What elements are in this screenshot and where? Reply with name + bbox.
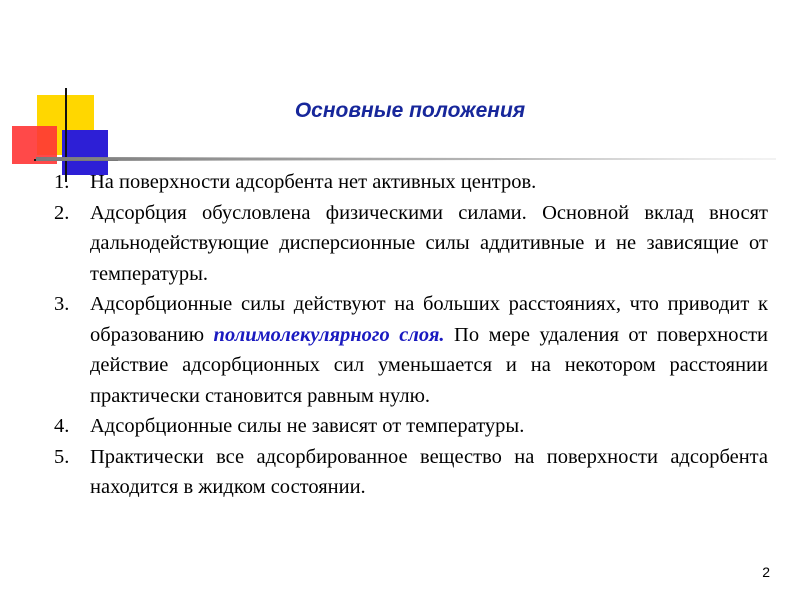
item-number: 1. <box>54 171 70 193</box>
list-item <box>54 411 768 442</box>
numbered-list <box>54 167 768 503</box>
item-number: 4. <box>54 415 70 437</box>
page-number: 2 <box>762 564 770 580</box>
item-text-after: По мере удаления от поверхности действие адсорбционных сил уменьшается и на некотором расстоянии практически становится равным нулю. <box>90 323 769 407</box>
item-text: Практически все адсорбированное вещество на поверхности адсорбента находится в жидком состоянии. <box>90 445 768 498</box>
item-text <box>90 289 768 411</box>
item-number: 3. <box>54 293 70 315</box>
list-item <box>54 289 768 411</box>
list-item <box>54 442 768 503</box>
item-text-before: Адсорбционные силы действуют на больших расстояниях, что приводит к образованию <box>90 293 768 346</box>
item-text: На поверхности адсорбента нет активных центров. <box>90 171 537 193</box>
highlighted-term: полимолекулярного слоя. <box>213 323 445 346</box>
item-number: 2. <box>54 201 70 224</box>
item-number: 5. <box>54 445 70 468</box>
list-item <box>54 167 768 198</box>
item-text: Адсорбционные силы не зависят от температуры. <box>90 415 525 437</box>
page-title: Основные положения <box>294 99 526 122</box>
list-item <box>54 198 768 290</box>
title-divider <box>36 155 776 163</box>
item-text: Адсорбция обусловлена физическими силами. Основной вклад вносят дальнодействующие дисперсионные силы аддитивные и не зависящие от температуры. <box>90 201 768 285</box>
